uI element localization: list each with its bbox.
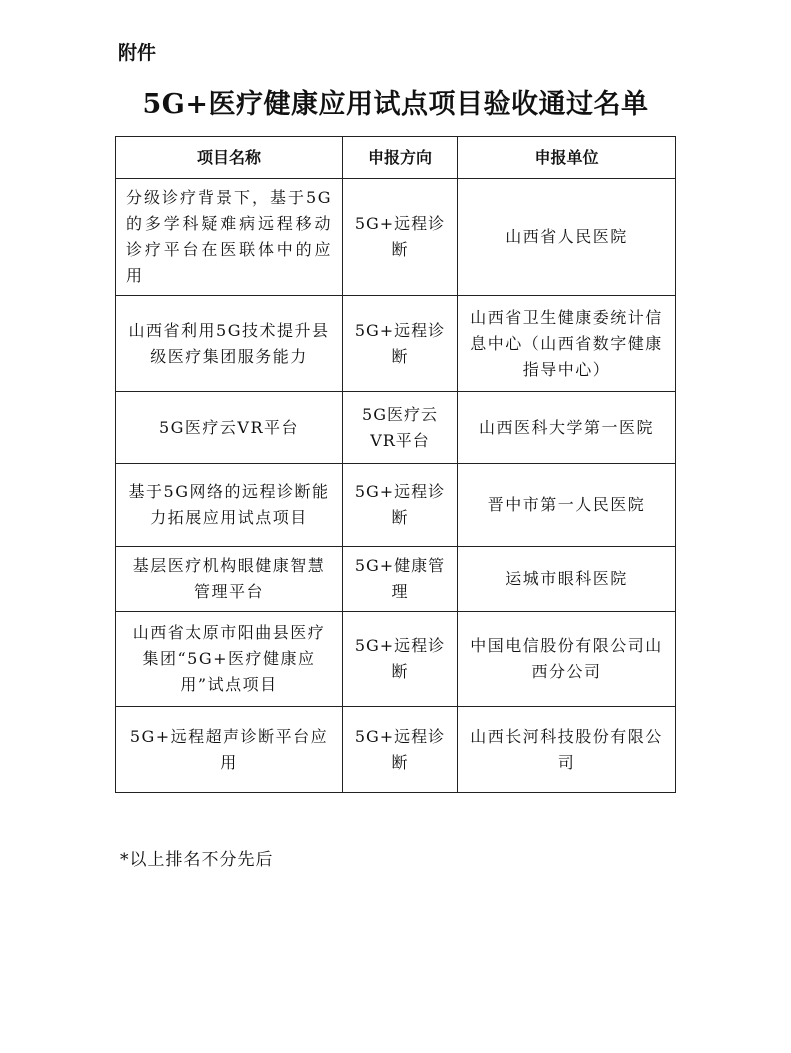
table-row (116, 707, 676, 793)
unit-cell: 山西省卫生健康委统计信息中心（山西省数字健康指导中心） (458, 296, 676, 392)
project-name-cell: 基于5G网络的远程诊断能力拓展应用试点项目 (116, 464, 343, 547)
unit-cell: 山西长河科技股份有限公司 (458, 707, 676, 793)
unit-cell: 中国电信股份有限公司山西分公司 (458, 612, 676, 707)
unit-cell: 运城市眼科医院 (458, 547, 676, 612)
direction-cell: 5G医疗云VR平台 (343, 392, 458, 464)
direction-cell: 5G+远程诊断 (343, 464, 458, 547)
project-name-cell: 分级诊疗背景下，基于5G的多学科疑难病远程移动诊疗平台在医联体中的应用 (116, 179, 343, 296)
table-header-row (116, 137, 676, 179)
attachment-label: 附件 (118, 42, 157, 64)
project-name-cell: 基层医疗机构眼健康智慧管理平台 (116, 547, 343, 612)
header-direction: 申报方向 (343, 137, 458, 179)
table-row (116, 179, 676, 296)
page-title: 5G+医疗健康应用试点项目验收通过名单 (142, 89, 649, 120)
table-row (116, 296, 676, 392)
table-row (116, 392, 676, 464)
header-unit: 申报单位 (458, 137, 676, 179)
footnote: *以上排名不分先后 (120, 850, 274, 870)
project-name-cell: 山西省太原市阳曲县医疗集团“5G+医疗健康应用”试点项目 (116, 612, 343, 707)
header-project-name: 项目名称 (116, 137, 343, 179)
direction-cell: 5G+远程诊断 (343, 296, 458, 392)
unit-cell: 山西省人民医院 (458, 179, 676, 296)
project-name-cell: 5G+远程超声诊断平台应用 (116, 707, 343, 793)
direction-cell: 5G+远程诊断 (343, 707, 458, 793)
direction-cell: 5G+健康管理 (343, 547, 458, 612)
table-row (116, 464, 676, 547)
project-table (115, 136, 676, 793)
table-row (116, 612, 676, 707)
unit-cell: 山西医科大学第一医院 (458, 392, 676, 464)
table-row (116, 547, 676, 612)
direction-cell: 5G+远程诊断 (343, 612, 458, 707)
unit-cell: 晋中市第一人民医院 (458, 464, 676, 547)
project-name-cell: 山西省利用5G技术提升县级医疗集团服务能力 (116, 296, 343, 392)
direction-cell: 5G+远程诊断 (343, 179, 458, 296)
project-name-cell: 5G医疗云VR平台 (116, 392, 343, 464)
